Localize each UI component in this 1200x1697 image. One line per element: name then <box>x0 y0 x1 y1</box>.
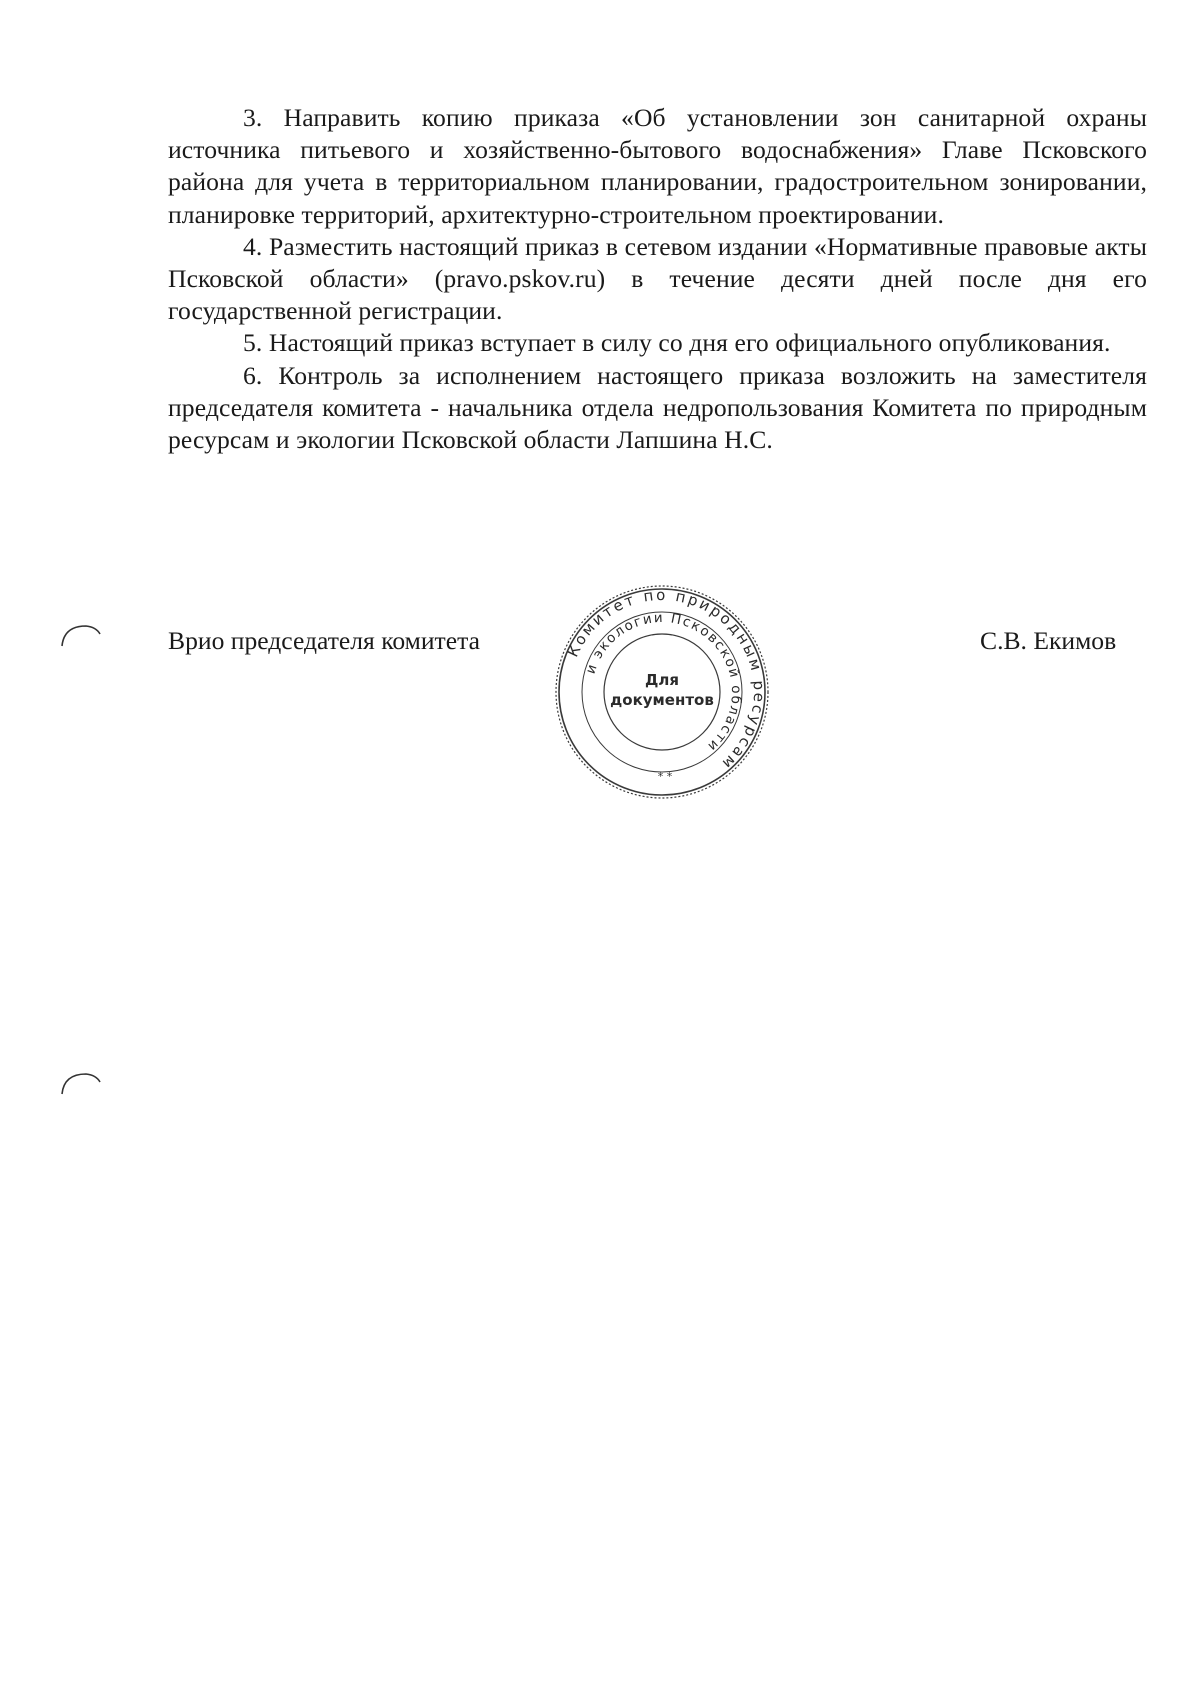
paragraph-5: 5. Настоящий приказ вступает в силу со дня его официального опубликования. <box>243 328 1111 358</box>
stamp-inner-text: и экологии Псковской области <box>582 609 745 756</box>
stamp-bottom-mark: * * <box>657 770 673 783</box>
paragraph-3: 3. Направить копию приказа «Об установлении зон санитарной охраны источника питьевого и хозяйственно-бытового водоснабжения» Главе Псковского района для учета в территориальном планировании, градостроительном зонировании, планировке территорий, архитектурно-строительном проектировании. <box>168 103 1147 229</box>
document-body <box>168 102 1147 456</box>
paragraph-4: 4. Разместить настоящий приказ в сетевом издании «Нормативные правовые акты Псковской области» (pravo.pskov.ru) в течение десяти дней после дня его государственной регистрации. <box>168 231 1147 326</box>
stamp-center-line2: документов <box>610 691 714 709</box>
paragraph-6: 6. Контроль за исполнением настоящего приказа возложить на заместителя председателя комитета - начальника отдела недропользования Комитета по природным ресурсам и экологии Псковской области Лапшина Н.С. <box>168 360 1147 455</box>
signatory-name: С.В. Екимов <box>980 626 1117 655</box>
official-seal-stamp <box>552 582 772 802</box>
scan-hole-mark-upper <box>56 620 106 650</box>
stamp-center-line1: Для <box>645 671 679 689</box>
signatory-position: Врио председателя комитета <box>168 626 480 655</box>
scan-hole-mark-lower <box>56 1068 106 1098</box>
stamp-outer-text: Комитет по природным ресурсам <box>563 585 769 775</box>
